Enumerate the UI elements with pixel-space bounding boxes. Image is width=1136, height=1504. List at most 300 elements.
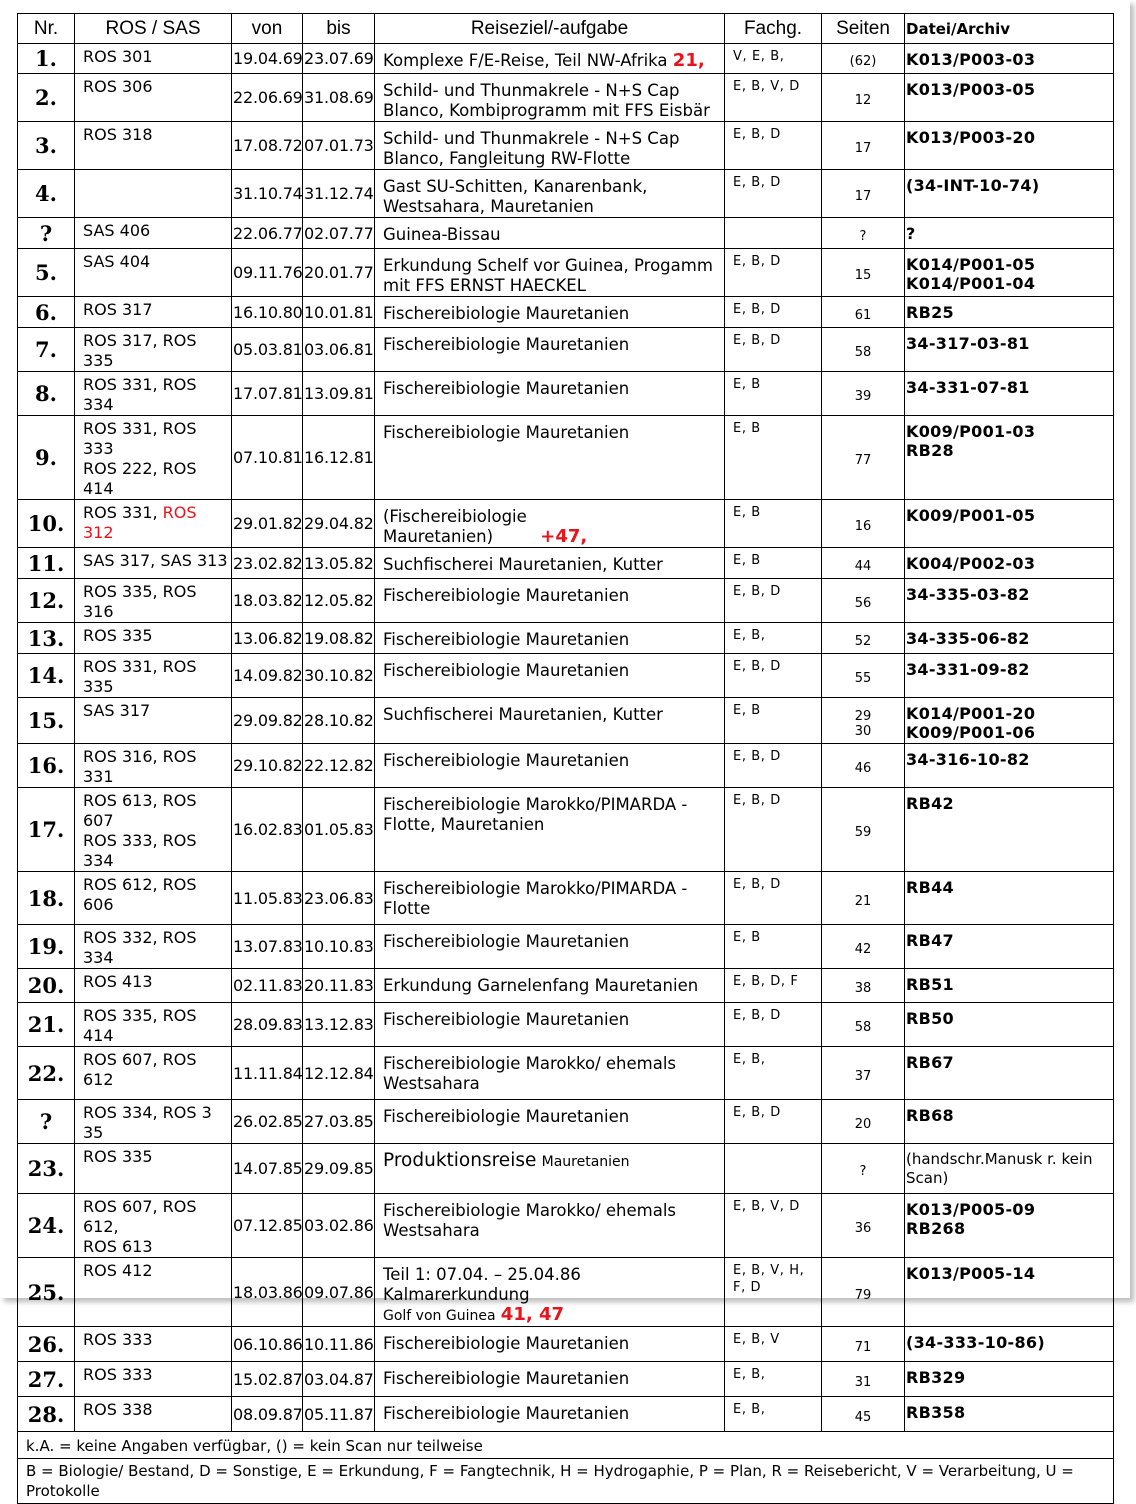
date-from: 13.07.83 (232, 925, 303, 969)
page-count: 58 (854, 345, 872, 360)
subject-codes-cell (725, 579, 822, 623)
trip-goal-text: Schild- und Thunmakrele - N+S Cap (383, 81, 680, 100)
trip-goal-cell (375, 579, 725, 623)
table-row (18, 1047, 1114, 1100)
page-count-cell (822, 1003, 905, 1047)
archive-cell (905, 579, 1114, 623)
page-count: 77 (854, 453, 872, 468)
page-count-cell (822, 579, 905, 623)
trip-goal-text: Teil 1: 07.04. – 25.04.86 Kalmarerkundung (383, 1265, 581, 1304)
header-ros: ROS / SAS (75, 14, 232, 44)
vessel-cell (75, 698, 232, 744)
vessel-name: ROS 333 (83, 1330, 153, 1349)
vessel-cell (75, 1362, 232, 1397)
subject-codes: E, B, (733, 1402, 766, 1417)
subject-codes-cell (725, 1144, 822, 1194)
trip-goal-cell (375, 170, 725, 218)
subject-codes: V, E, B, (733, 49, 785, 64)
page-count: 45 (854, 1409, 872, 1425)
subject-codes: E, B, D (733, 127, 781, 142)
archive-id: RB47 (906, 931, 954, 950)
archive-id: K013/P003-05 (906, 80, 1036, 99)
vessel-name: ROS 318 (83, 125, 153, 144)
trip-goal-cell (375, 500, 725, 548)
trip-goal-text: Fischereibiologie Mauretanien (383, 932, 630, 951)
vessel-cell (75, 1100, 232, 1144)
vessel-cell (75, 1003, 232, 1047)
subject-codes: E, B, (733, 628, 766, 643)
subject-codes: E, B, D (733, 333, 781, 348)
date-from: 31.10.74 (232, 170, 303, 218)
subject-codes: E, B (733, 505, 761, 520)
footer-legend: B = Biologie/ Bestand, D = Sonstige, E = Erkundung, F = Fangtechnik, H = Hydrogaphie, P = Plan, R = Reisebericht, V = Verarbeitung, U = Protokolle (18, 1459, 1114, 1504)
page-count-cell (822, 44, 905, 74)
date-to: 31.12.74 (303, 170, 375, 218)
row-number: 10. (18, 500, 75, 548)
archive-id: 34-317-03-81 (906, 334, 1030, 353)
archive-cell (905, 416, 1114, 500)
date-from: 29.10.82 (232, 744, 303, 788)
vessel-name: SAS 404 (83, 252, 151, 271)
date-from: 22.06.77 (232, 218, 303, 249)
date-from: 11.11.84 (232, 1047, 303, 1100)
page-count: 44 (854, 558, 872, 574)
page-count-cell (822, 1194, 905, 1258)
vessel-name-highlight: ROS 312 (83, 503, 197, 542)
trip-goal-cell (375, 1003, 725, 1047)
date-from: 07.12.85 (232, 1194, 303, 1258)
date-from: 16.02.83 (232, 788, 303, 872)
vessel-name: ROS 331, ROS 335 (83, 657, 197, 696)
date-from: 14.09.82 (232, 654, 303, 698)
page-count-cell (822, 297, 905, 328)
archive-id: 34-331-09-82 (906, 660, 1030, 679)
trip-goal-text: Suchfischerei Mauretanien, Kutter (383, 705, 663, 724)
subject-codes-cell (725, 372, 822, 416)
trip-goal-text: Gast SU-Schitten, Kanarenbank, (383, 177, 648, 196)
page-count-cell (822, 969, 905, 1003)
table-row (18, 1258, 1114, 1327)
row-number: 14. (18, 654, 75, 698)
date-to: 29.04.82 (303, 500, 375, 548)
archive-id: K013/P003-20 (906, 128, 1036, 147)
date-to: 10.10.83 (303, 925, 375, 969)
table-row (18, 122, 1114, 170)
trip-goal-text: Fischereibiologie Mauretanien (383, 661, 630, 680)
page-count-cell (822, 328, 905, 372)
date-from: 23.02.82 (232, 548, 303, 579)
page-count-cell (822, 1327, 905, 1362)
row-number: 18. (18, 872, 75, 925)
date-from: 18.03.82 (232, 579, 303, 623)
archive-cell (905, 122, 1114, 170)
archive-cell (905, 1397, 1114, 1432)
subject-codes: E, B, V, H, (733, 1263, 805, 1278)
date-to: 13.09.81 (303, 372, 375, 416)
vessel-name: ROS 334, ROS 3 35 (83, 1103, 212, 1142)
vessel-cell (75, 872, 232, 925)
page-count: 58 (854, 1020, 872, 1035)
row-number: 22. (18, 1047, 75, 1100)
row-number: 11. (18, 548, 75, 579)
vessel-cell (75, 1144, 232, 1194)
date-to: 12.05.82 (303, 579, 375, 623)
archive-cell (905, 500, 1114, 548)
trip-goal-text: Fischereibiologie Marokko/ ehemals (383, 1054, 677, 1073)
trip-goal-cell (375, 372, 725, 416)
date-to: 05.11.87 (303, 1397, 375, 1432)
trip-goal-cell (375, 416, 725, 500)
page-count: 30 (854, 723, 872, 739)
page-count: 16 (854, 519, 872, 534)
trip-goal-cell (375, 925, 725, 969)
subject-codes: E, B, D (733, 1105, 781, 1120)
archive-cell (905, 1258, 1114, 1327)
vessel-name: ROS 335 (83, 626, 153, 645)
trip-goal-text: Fischereibiologie Mauretanien (383, 586, 630, 605)
row-number: 5. (18, 249, 75, 297)
trip-goal-cell (375, 1362, 725, 1397)
subject-codes-cell (725, 1194, 822, 1258)
vessel-name: SAS 317, SAS 313 (83, 551, 228, 570)
page-count-cell (822, 1397, 905, 1432)
table-row (18, 744, 1114, 788)
page-count: (62) (849, 54, 877, 69)
page-count: 17 (854, 189, 872, 204)
date-to: 13.12.83 (303, 1003, 375, 1047)
date-from: 26.02.85 (232, 1100, 303, 1144)
trip-goal-cell (375, 328, 725, 372)
subject-codes-cell (725, 74, 822, 122)
archive-id: RB268 (906, 1219, 966, 1238)
subject-codes-cell (725, 170, 822, 218)
vessel-name: ROS 332, ROS 334 (83, 928, 197, 967)
archive-id: RB50 (906, 1009, 954, 1028)
page-count-cell (822, 744, 905, 788)
trip-goal-text: Fischereibiologie Mauretanien (383, 630, 630, 649)
table-row (18, 44, 1114, 74)
expedition-table (17, 13, 1114, 1504)
date-from: 22.06.69 (232, 74, 303, 122)
archive-id: K009/P001-06 (906, 723, 1036, 742)
page-count: 38 (854, 981, 872, 996)
table-row (18, 1327, 1114, 1362)
subject-codes-cell (725, 872, 822, 925)
date-to: 13.05.82 (303, 548, 375, 579)
date-from: 08.09.87 (232, 1397, 303, 1432)
archive-cell (905, 1327, 1114, 1362)
subject-codes-cell (725, 1047, 822, 1100)
date-from: 07.10.81 (232, 416, 303, 500)
table-row (18, 969, 1114, 1003)
page-count-cell (822, 623, 905, 654)
date-from: 29.01.82 (232, 500, 303, 548)
subject-codes: E, B, (733, 1052, 766, 1067)
date-to: 27.03.85 (303, 1100, 375, 1144)
vessel-cell (75, 1397, 232, 1432)
trip-goal-text: Fischereibiologie Mauretanien (383, 751, 630, 770)
row-number: 19. (18, 925, 75, 969)
page-count-cell (822, 74, 905, 122)
archive-id: RB42 (906, 794, 954, 813)
trip-goal-text: Flotte (383, 899, 431, 918)
vessel-name: ROS 317 (83, 300, 153, 319)
vessel-cell (75, 788, 232, 872)
row-number: ? (18, 218, 75, 249)
archive-id: RB67 (906, 1053, 954, 1072)
subject-codes: E, B (733, 421, 761, 436)
vessel-name: ROS 317, ROS 335 (83, 331, 197, 370)
date-to: 28.10.82 (303, 698, 375, 744)
page-count: 52 (854, 633, 872, 649)
date-to: 20.01.77 (303, 249, 375, 297)
trip-goal-cell (375, 249, 725, 297)
archive-cell (905, 548, 1114, 579)
subject-codes-cell (725, 416, 822, 500)
vessel-cell (75, 925, 232, 969)
table-row (18, 872, 1114, 925)
archive-id: 34-335-06-82 (906, 629, 1030, 648)
date-to: 10.01.81 (303, 297, 375, 328)
date-to: 23.07.69 (303, 44, 375, 74)
archive-id: K013/P003-03 (906, 50, 1036, 69)
archive-cell (905, 297, 1114, 328)
vessel-name: ROS 301 (83, 47, 153, 66)
vessel-cell (75, 623, 232, 654)
subject-codes-cell (725, 297, 822, 328)
header-archiv: Datei/Archiv (905, 14, 1114, 44)
page-count: 31 (854, 1374, 872, 1390)
subject-codes: E, B, D (733, 659, 781, 674)
date-to: 29.09.85 (303, 1144, 375, 1194)
row-number: 27. (18, 1362, 75, 1397)
archive-cell (905, 1144, 1114, 1194)
page-count-cell (822, 122, 905, 170)
table-row (18, 1194, 1114, 1258)
table-row (18, 698, 1114, 744)
archive-id: K014/P001-04 (906, 274, 1036, 293)
trip-goal-cell (375, 44, 725, 74)
archive-cell (905, 1047, 1114, 1100)
trip-goal-text: Westsahara, Mauretanien (383, 197, 594, 216)
archive-id: K013/P005-14 (906, 1264, 1036, 1283)
subject-codes-cell (725, 744, 822, 788)
archive-cell (905, 1100, 1114, 1144)
trip-goal-text: Fischereibiologie Mauretanien (383, 423, 630, 442)
archive-cell (905, 170, 1114, 218)
subject-codes: E, B, V (733, 1332, 780, 1347)
header-fachgebiet: Fachg. (725, 14, 822, 44)
row-number: ? (18, 1100, 75, 1144)
trip-goal-cell (375, 1144, 725, 1194)
page-count-cell (822, 548, 905, 579)
page-count: ? (859, 228, 867, 244)
subject-codes: E, B, D (733, 877, 781, 892)
subject-codes-cell (725, 44, 822, 74)
archive-id: (34-333-10-86) (906, 1333, 1045, 1352)
subject-codes: E, B, D (733, 749, 781, 764)
row-number: 13. (18, 623, 75, 654)
date-to: 22.12.82 (303, 744, 375, 788)
vessel-name: ROS 222, ROS 414 (83, 459, 197, 498)
subject-codes-cell (725, 1362, 822, 1397)
subject-codes: E, B, (733, 1367, 766, 1382)
table-row (18, 1362, 1114, 1397)
vessel-cell (75, 372, 232, 416)
table-row (18, 1003, 1114, 1047)
date-from: 17.07.81 (232, 372, 303, 416)
trip-goal-line (383, 1305, 724, 1326)
page-count-cell (822, 872, 905, 925)
date-to: 02.07.77 (303, 218, 375, 249)
vessel-name: ROS 331, ROS 333 (83, 419, 197, 458)
date-to: 31.08.69 (303, 74, 375, 122)
archive-id: RB329 (906, 1368, 966, 1387)
date-from: 14.07.85 (232, 1144, 303, 1194)
header-nr: Nr. (18, 14, 75, 44)
archive-cell (905, 654, 1114, 698)
page-count-cell (822, 1258, 905, 1327)
archive-cell (905, 872, 1114, 925)
trip-goal-text: Suchfischerei Mauretanien, Kutter (383, 555, 663, 574)
subject-codes-cell (725, 218, 822, 249)
date-from: 05.03.81 (232, 328, 303, 372)
page-count: 29 (854, 708, 872, 724)
trip-goal-cell (375, 297, 725, 328)
vessel-cell (75, 44, 232, 74)
archive-cell (905, 623, 1114, 654)
table-row (18, 500, 1114, 548)
trip-goal-cell (375, 1047, 725, 1100)
page-count-cell (822, 170, 905, 218)
trip-goal-cell (375, 969, 725, 1003)
subject-codes: E, B, D (733, 175, 781, 190)
table-row (18, 372, 1114, 416)
date-to: 20.11.83 (303, 969, 375, 1003)
subject-codes-cell (725, 1100, 822, 1144)
trip-goal-cell (375, 218, 725, 249)
table-row (18, 548, 1114, 579)
date-from: 16.10.80 (232, 297, 303, 328)
page-count: ? (859, 1164, 867, 1179)
table-row (18, 623, 1114, 654)
page-count-cell (822, 416, 905, 500)
trip-goal-cell (375, 654, 725, 698)
trip-goal-text: Schild- und Thunmakrele - N+S Cap (383, 129, 680, 148)
subject-codes: E, B, D (733, 302, 781, 317)
vessel-cell (75, 1327, 232, 1362)
vessel-cell (75, 500, 232, 548)
date-to: 09.07.86 (303, 1258, 375, 1327)
trip-goal-cell (375, 122, 725, 170)
vessel-cell (75, 170, 232, 218)
archive-cell (905, 249, 1114, 297)
trip-goal-text: Fischereibiologie Mauretanien (383, 1010, 630, 1029)
vessel-name: SAS 406 (83, 221, 151, 240)
row-number: 9. (18, 416, 75, 500)
date-to: 23.06.83 (303, 872, 375, 925)
page-count: 20 (854, 1117, 872, 1132)
trip-goal-text: Fischereibiologie Mauretanien (383, 335, 630, 354)
subject-codes: E, B (733, 930, 761, 945)
subject-codes-cell (725, 698, 822, 744)
archive-cell (905, 74, 1114, 122)
subject-codes: E, B, D (733, 254, 781, 269)
page-count: 71 (854, 1339, 872, 1355)
footer-legend-row (18, 1459, 1114, 1504)
subject-codes-cell (725, 1003, 822, 1047)
vessel-cell (75, 74, 232, 122)
trip-goal-text: Golf von Guinea (383, 1308, 496, 1324)
trip-goal-text: Blanco, Fangleitung RW-Flotte (383, 149, 631, 168)
subject-codes-cell (725, 623, 822, 654)
page-count-cell (822, 249, 905, 297)
trip-goal-text: (Fischereibiologie Mauretanien) (383, 507, 527, 546)
archive-id: RB68 (906, 1106, 954, 1125)
vessel-name: ROS 316, ROS 331 (83, 747, 197, 786)
vessel-name: ROS 335 (83, 1147, 153, 1166)
trip-goal-text: Produktionsreise (383, 1150, 537, 1171)
page-count-cell (822, 698, 905, 744)
archive-cell (905, 1362, 1114, 1397)
footer-note: k.A. = keine Angaben verfügbar, () = kein Scan nur teilweise (18, 1432, 1114, 1459)
date-from: 13.06.82 (232, 623, 303, 654)
trip-goal-text: Westsahara (383, 1074, 480, 1093)
subject-codes-cell (725, 500, 822, 548)
archive-cell (905, 44, 1114, 74)
table-row (18, 249, 1114, 297)
row-number: 23. (18, 1144, 75, 1194)
table-row (18, 416, 1114, 500)
subject-codes: F, D (733, 1280, 762, 1295)
table-row (18, 218, 1114, 249)
date-to: 30.10.82 (303, 654, 375, 698)
archive-id: K004/P002-03 (906, 554, 1036, 573)
trip-goal-text: Fischereibiologie Marokko/PIMARDA - (383, 879, 688, 898)
header-reiseziel: Reiseziel/-aufgabe (375, 14, 725, 44)
table-row (18, 328, 1114, 372)
table-row (18, 74, 1114, 122)
page-count: 12 (854, 93, 872, 108)
row-number: 15. (18, 698, 75, 744)
vessel-cell (75, 1194, 232, 1258)
subject-codes: E, B (733, 377, 761, 392)
vessel-name: SAS 317 (83, 701, 151, 720)
archive-note: (handschr.Manusk r. kein (906, 1150, 1093, 1168)
date-from: 28.09.83 (232, 1003, 303, 1047)
vessel-cell (75, 249, 232, 297)
page-count-cell (822, 788, 905, 872)
page-count: 21 (854, 893, 872, 909)
subject-codes-cell (725, 969, 822, 1003)
vessel-cell (75, 122, 232, 170)
archive-id: RB25 (906, 303, 954, 322)
trip-goal-region: Mauretanien (541, 1154, 630, 1170)
trip-goal-cell (375, 1397, 725, 1432)
date-to: 01.05.83 (303, 788, 375, 872)
page-reference-highlight: 41, 47 (500, 1304, 564, 1325)
date-from: 29.09.82 (232, 698, 303, 744)
archive-cell (905, 788, 1114, 872)
archive-id: 34-335-03-82 (906, 585, 1030, 604)
row-number: 26. (18, 1327, 75, 1362)
vessel-name: ROS 413 (83, 972, 153, 991)
row-number: 20. (18, 969, 75, 1003)
page-count: 37 (854, 1068, 872, 1084)
page-count-cell (822, 500, 905, 548)
vessel-name: ROS 306 (83, 77, 153, 96)
row-number: 17. (18, 788, 75, 872)
